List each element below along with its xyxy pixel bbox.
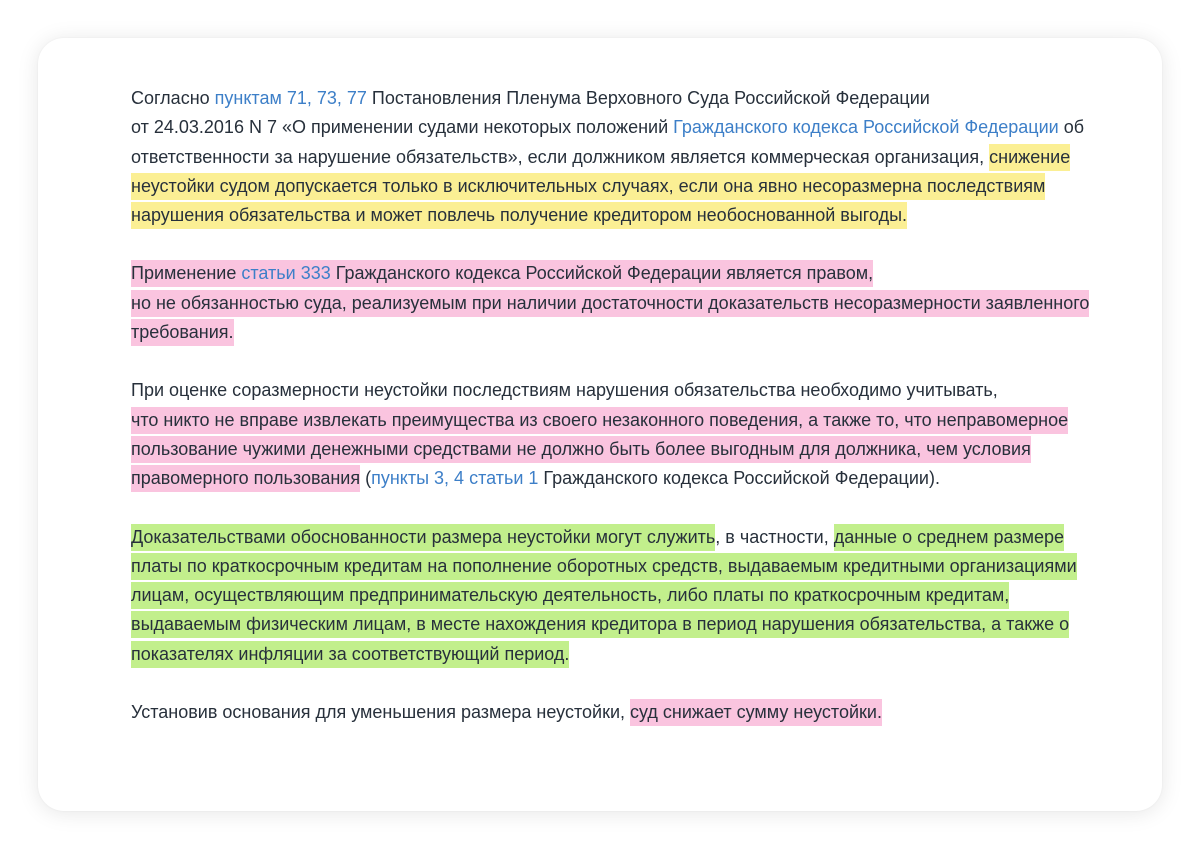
link-civil-code[interactable]: Гражданского кодекса Российской Федерации (673, 117, 1059, 138)
highlight-pink: суд снижает сумму неустойки. (630, 699, 882, 726)
document-body (131, 84, 1111, 727)
paragraph-text: ( (360, 468, 372, 489)
paragraph-text: от 24.03.2016 N 7 «О применении судами некоторых положений (131, 117, 674, 138)
paragraph-text: При оценке соразмерности неустойки последствиям нарушения обязательства необходимо учитывать, (131, 380, 998, 401)
paragraph-text: Установив основания для уменьшения размера неустойки, (131, 702, 631, 723)
highlight-pink (131, 260, 1089, 346)
paragraph-2 (131, 259, 1111, 347)
paragraph-text: Согласно (131, 88, 215, 108)
paragraph-3 (131, 376, 1111, 493)
link-article-333[interactable]: статьи 333 (241, 263, 331, 284)
highlight-pink: что никто не вправе извлекать преимущества из своего незаконного поведения, а также то, что неправомерное пользование чужими денежными средствами не должно быть более выгодным для должника, чем условия правомерного пользования (131, 407, 1068, 493)
link-points-71-73-77[interactable]: пунктам 71, 73, 77 (214, 88, 367, 108)
paragraph-5 (131, 698, 1111, 727)
highlight-yellow: снижение неустойки судом допускается только в исключительных случаях, если она явно несоразмерна последствиям нарушения обязательства и может повлечь получение кредитором необоснованной выгоды. (131, 144, 1070, 230)
paragraph-text: но не обязанностью суда, реализуемым при наличии достаточности доказательств несоразмерности заявленного требования. (131, 292, 1090, 343)
highlight-green: данные о среднем размере платы по краткосрочным кредитам на пополнение оборотных средств, выдаваемым кредитными организациями лицам, осуществляющим предпринимательскую деятельность, либо платы по краткосрочным кредитам, выдаваемым физическим лицам, в месте нахождения кредитора в период нарушения обязательства, а также о показателях инфляции за соответствующий период. (131, 524, 1077, 668)
paragraph-text: , в частности, (715, 526, 834, 547)
paragraph-text: Гражданского кодекса Российской Федерации является правом, (330, 263, 874, 284)
paragraph-text: Гражданского кодекса Российской Федерации). (538, 468, 940, 489)
paragraph-1 (131, 84, 1111, 230)
document-card (38, 38, 1162, 811)
paragraph-text: Применение (131, 263, 242, 284)
paragraph-text: об ответственности за нарушение обязательств», если должником является коммерческая организация, (131, 117, 1085, 167)
link-points-3-4-article-1[interactable]: пункты 3, 4 статьи 1 (371, 468, 539, 489)
highlight-green: Доказательствами обоснованности размера неустойки могут служить (131, 524, 715, 551)
paragraph-4 (131, 523, 1111, 669)
paragraph-text: Постановления Пленума Верховного Суда Российской Федерации (366, 88, 930, 108)
